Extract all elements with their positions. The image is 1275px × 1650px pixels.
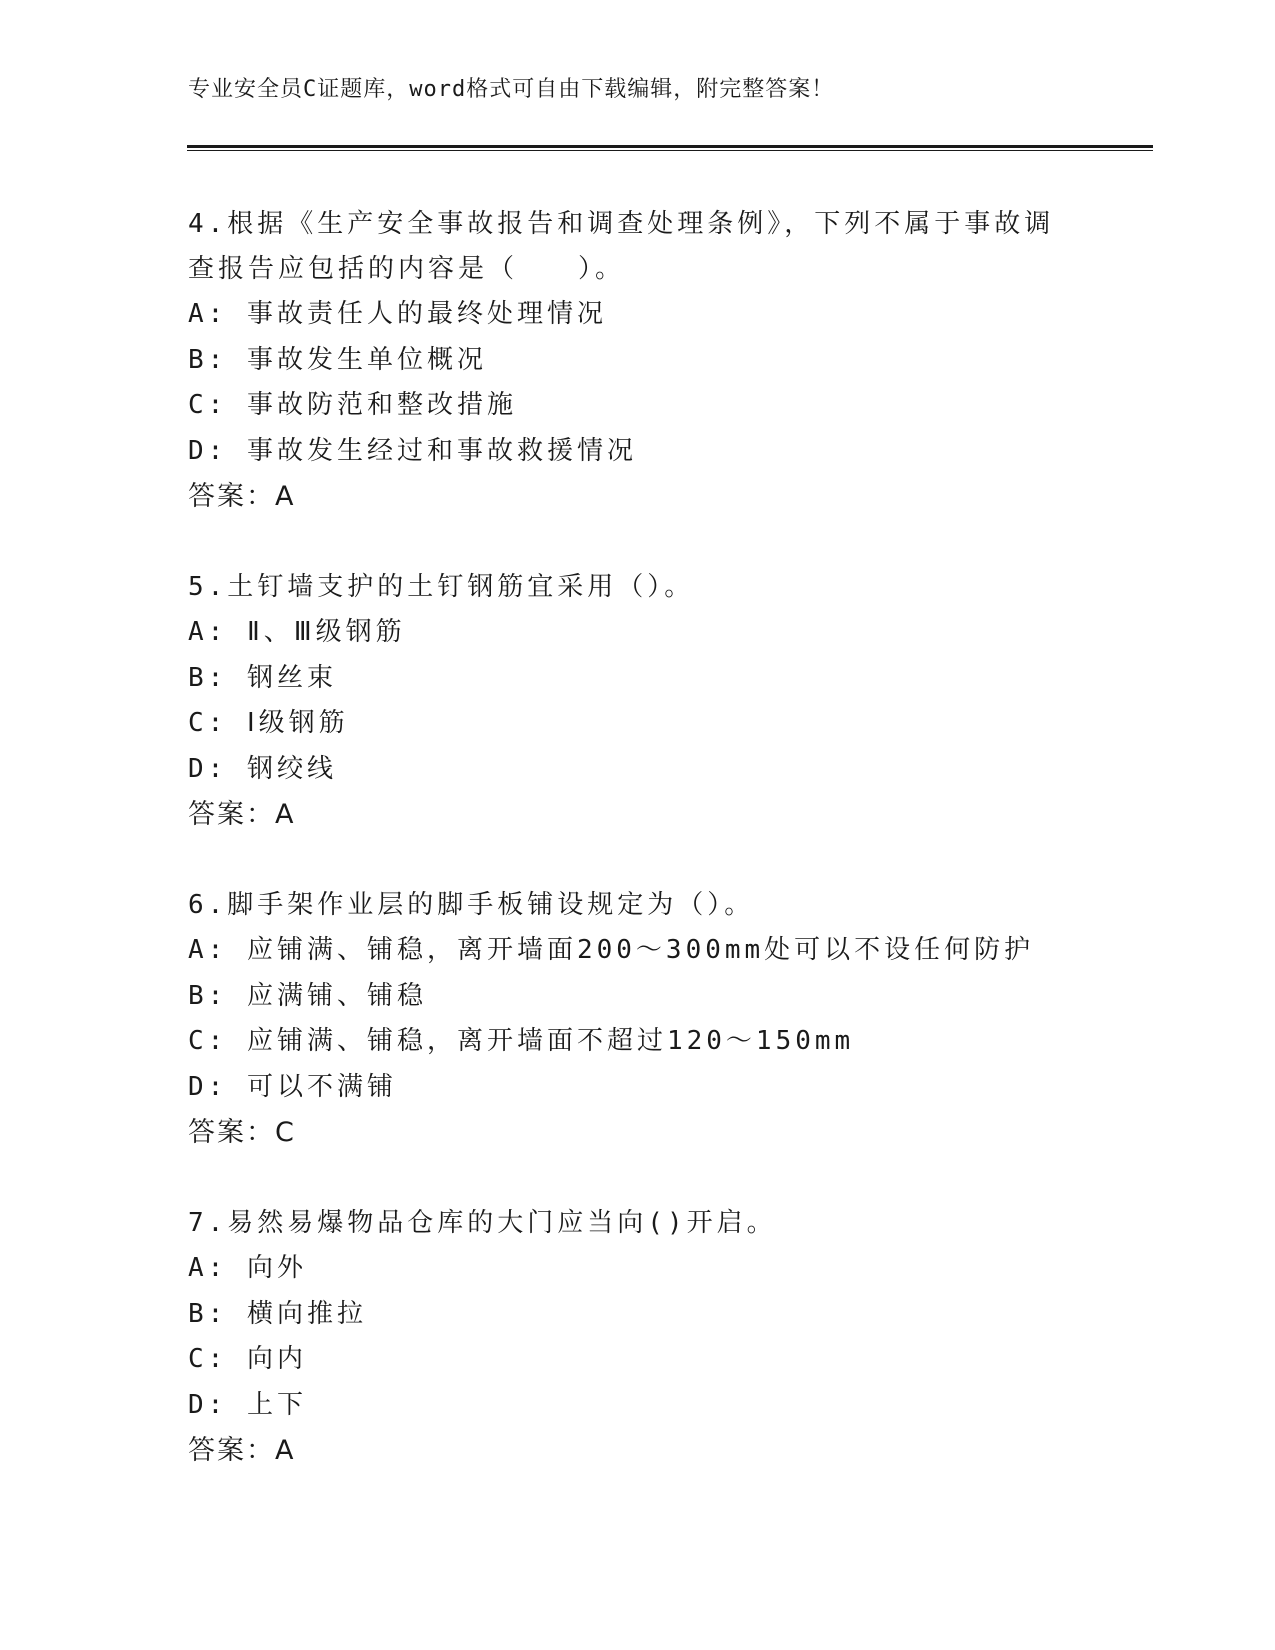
question-7 [188, 1201, 1068, 1474]
question-6 [188, 883, 1068, 1156]
option-d: D: 可以不满铺 [188, 1071, 397, 1102]
option-c: C: 向内 [188, 1344, 307, 1374]
header-rule-thin [187, 150, 1153, 151]
option-b: B: 钢丝束 [188, 662, 337, 693]
question-4 [188, 202, 1068, 520]
answer: 答案：A [188, 1435, 296, 1466]
option-a: A: 向外 [188, 1253, 307, 1283]
option-b: B: 横向推拉 [188, 1298, 367, 1329]
option-b: B: 应满铺、铺稳 [188, 980, 427, 1011]
option-d: D: 上下 [188, 1389, 307, 1420]
option-a: A: 事故责任人的最终处理情况 [188, 299, 607, 329]
question-text: 5.土钉墙支护的土钉钢筋宜采用（）。 [188, 572, 695, 602]
question-text: 7.易然易爆物品仓库的大门应当向()开启。 [188, 1208, 777, 1238]
option-b: B: 事故发生单位概况 [188, 344, 487, 375]
header-rule-thick [187, 145, 1153, 148]
option-d: D: 钢绞线 [188, 753, 337, 784]
question-text: 6.脚手架作业层的脚手板铺设规定为（）。 [188, 890, 755, 920]
answer: 答案：A [188, 799, 296, 830]
answer: 答案：A [188, 481, 296, 512]
option-c: C: 事故防范和整改措施 [188, 390, 517, 420]
option-c: C: 应铺满、铺稳，离开墙面不超过120～150mm [188, 1026, 855, 1056]
option-d: D: 事故发生经过和事故救援情况 [188, 435, 637, 466]
option-a: A: Ⅱ、Ⅲ级钢筋 [188, 617, 406, 647]
option-c: C: Ⅰ级钢筋 [188, 708, 349, 738]
answer: 答案：C [188, 1117, 296, 1148]
question-5 [188, 565, 1068, 838]
option-a: A: 应铺满、铺稳，离开墙面200～300mm处可以不设任何防护 [188, 935, 1035, 965]
question-text: 4.根据《生产安全事故报告和调查处理条例》，下列不属于事故调查报告应包括的内容是（ ）。 [188, 209, 1055, 284]
page-header: 专业安全员C证题库，word格式可自由下载编辑，附完整答案！ [188, 77, 835, 102]
